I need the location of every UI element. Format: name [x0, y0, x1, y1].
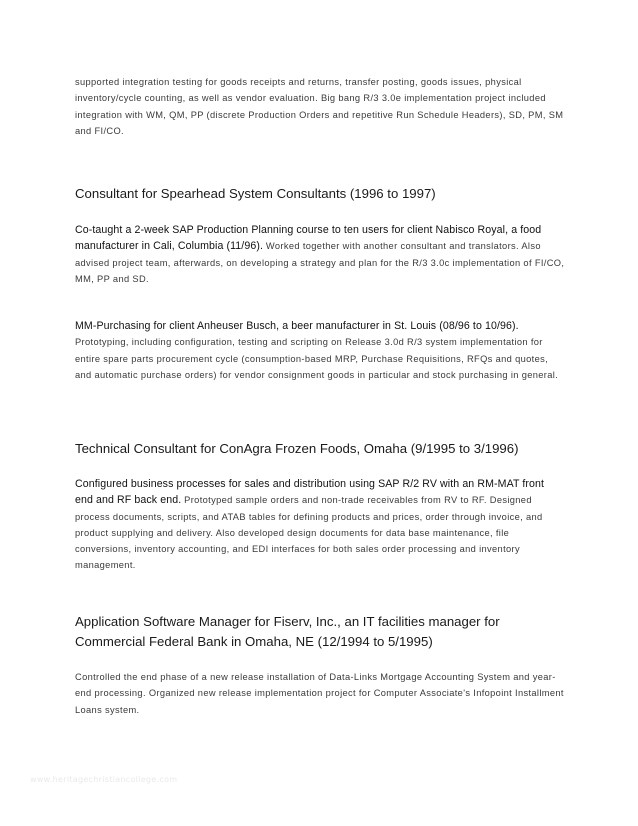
- entry-body: Controlled the end phase of a new release installation of Data-Links Mortgage Accounting System and year-end processing. Organized new release implementation project for Computer Associate's Infopoint Installment Loans system.: [75, 672, 564, 715]
- section-heading-fiserv: Application Software Manager for Fiserv, Inc., an IT facilities manager for Commercial Federal Bank in Omaha, NE (12/1994 to 5/1995): [75, 614, 500, 649]
- section-heading-conagra: Technical Consultant for ConAgra Frozen Foods, Omaha (9/1995 to 3/1996): [75, 441, 519, 456]
- entry-lead: MM-Purchasing for client Anheuser Busch, a beer manufacturer in St. Louis (08/96 to 10/96).: [75, 320, 519, 332]
- entry-anheuser-busch: [75, 318, 565, 383]
- entry-fiserv: [75, 669, 565, 718]
- entry-lead: Configured business processes for sales and distribution using SAP R/2 RV with an RM-MAT front end and RF back end.: [75, 478, 545, 507]
- section-heading-spearhead: Consultant for Spearhead System Consultants (1996 to 1997): [75, 186, 436, 201]
- intro-text: supported integration testing for goods receipts and returns, transfer posting, goods issues, physical inventory/cycle counting, as well as vendor evaluation. Big bang R/3 3.0e implementation project included integration with WM, QM, PP (discrete Production Orders and repetitive Run Schedule Headers), SD, PM, SM and FI/CO.: [75, 77, 564, 136]
- entry-body: Prototyped sample orders and non-trade receivables from RV to RF. Designed process documents, scripts, and ATAB tables for defining products and prices, order through invoice, and product supplying and delivery. Also developed design documents for data base maintenance, file conversions, inventory accounting, and EDI interfaces for both sales order processing and inventory management.: [75, 495, 543, 571]
- entry-conagra: [75, 476, 565, 574]
- entry-nabisco: [75, 222, 565, 287]
- entry-body: Worked together with another consultant and translators. Also advised project team, afterwards, on developing a strategy and plan for the R/3 3.0c implementation of FI/CO, MM, PP and SD.: [75, 241, 565, 284]
- entry-lead: Co-taught a 2-week SAP Production Planning course to ten users for client Nabisco Royal, a food manufacturer in Cali, Columbia (11/96).: [75, 224, 542, 253]
- entry-body: Prototyping, including configuration, testing and scripting on Release 3.0d R/3 system implementation for entire spare parts procurement cycle (consumption-based MRP, Purchase Requisitions, RFQs and quotes, and automatic purchase orders) for vendor consignment goods in particular and stock purchasing in general.: [75, 337, 559, 380]
- watermark-text: www.heritagechristiancollege.com: [30, 775, 178, 784]
- intro-paragraph: [75, 74, 565, 139]
